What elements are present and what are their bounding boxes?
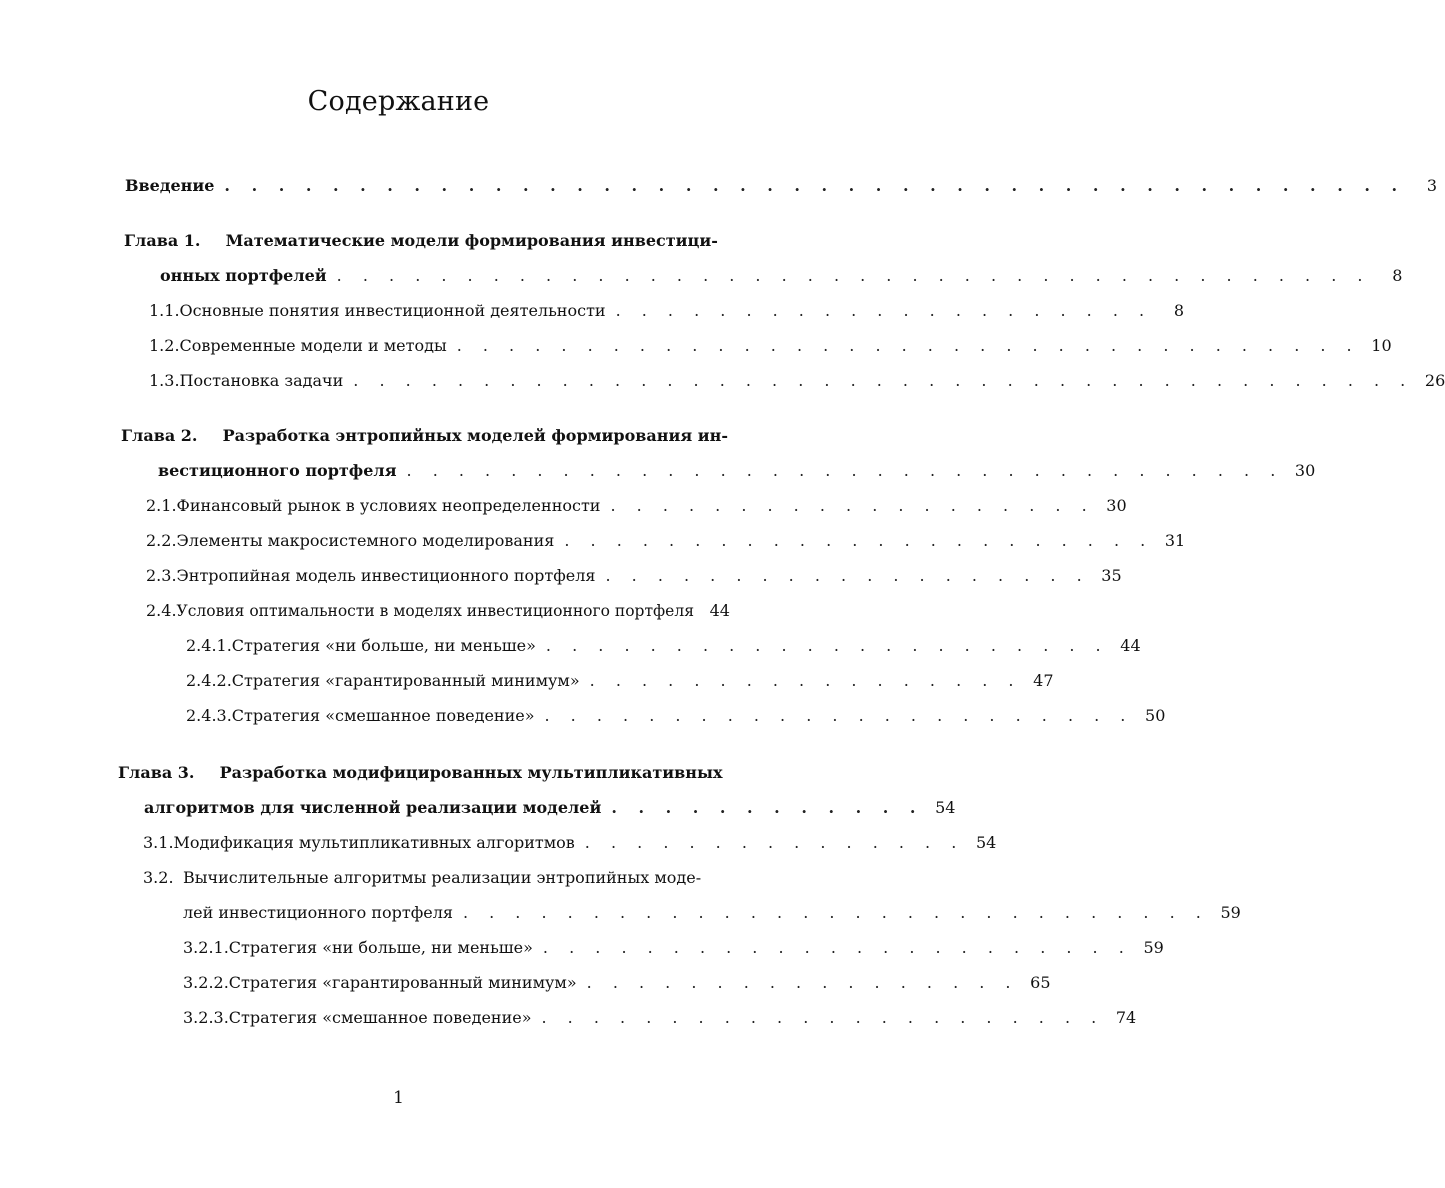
toc-page-number: 35: [1101, 566, 1122, 585]
toc-section-2-4[interactable]: [146, 601, 729, 627]
section-title: Постановка задачи: [179, 371, 344, 390]
page-title: Содержание: [307, 86, 490, 117]
subsection-title: Стратегия «ни больше, ни меньше»: [228, 938, 533, 957]
section-number: 2.3.: [146, 566, 177, 585]
toc-page-number: 31: [1164, 531, 1186, 550]
toc-chapter-2-tail[interactable]: [158, 461, 1316, 487]
toc-section-1-1[interactable]: [149, 301, 1185, 327]
toc-section-2-3[interactable]: [146, 566, 1122, 592]
dot-leader: . . . . . . . . . . . . . . . . . . . . . . . . . . . . . . . . . . . . . . . . . . . .: [224, 176, 1406, 195]
toc-section-3-1[interactable]: [143, 833, 997, 859]
subsection-number: 2.4.2.: [186, 671, 232, 690]
toc-chapter-1-tail[interactable]: [160, 266, 1403, 292]
toc-page-number: 74: [1115, 1008, 1137, 1027]
dot-leader: . . . . . . . . . . . . . . . . . . .: [605, 566, 1090, 585]
subsection-number: 2.4.3.: [186, 706, 232, 725]
section-title-line1: Вычислительные алгоритмы реализации энтропийных моде-: [183, 868, 702, 887]
toc-page-number: 44: [709, 601, 730, 620]
subsection-title: Стратегия «смешанное поведение»: [231, 706, 535, 725]
toc-page-number: 50: [1145, 706, 1166, 725]
dot-leader: . . . . . . . . . . . . . . . . . . . . . . .: [542, 938, 1132, 957]
toc-page-number: 3: [1426, 176, 1438, 195]
subsection-title: Стратегия «гарантированный минимум»: [231, 671, 580, 690]
toc-subsection-3-2-3[interactable]: [183, 1008, 1137, 1034]
section-number: 3.1.: [143, 833, 174, 852]
toc-page-number: 30: [1106, 496, 1127, 515]
toc-page-number: 59: [1143, 938, 1164, 957]
chapter-label: Глава 3.: [118, 763, 195, 782]
section-number: 1.2.: [149, 336, 180, 355]
section-number: 2.4.: [146, 601, 177, 620]
toc-chapter-3-tail[interactable]: [144, 798, 956, 824]
chapter-title-line1: Математические модели формирования инвестици-: [225, 231, 718, 250]
toc-page-number: 8: [1392, 266, 1403, 285]
section-title: Энтропийная модель инвестиционного портфеля: [176, 566, 596, 585]
toc-subsection-2-4-1[interactable]: [186, 636, 1141, 662]
section-number: 3.2.: [143, 868, 174, 887]
chapter-label: Глава 2.: [121, 426, 198, 445]
dot-leader: . . . . . . . . . . . . . . . . .: [586, 973, 1019, 992]
dot-leader: . . . . . . . . . . . . . . . . . . . . . . . . . . . . . . . . . . . . . . . .: [336, 266, 1371, 285]
chapter-title-line2: онных портфелей: [160, 266, 327, 285]
section-number: 1.3.: [149, 371, 180, 390]
dot-leader: . . . . . . . . . . . . . . . . . . . . . . . . . . . . . . . . . . . . . . . . .: [353, 371, 1414, 390]
toc-subsection-2-4-2[interactable]: [186, 671, 1054, 697]
toc-subsection-3-2-2[interactable]: [183, 973, 1051, 999]
section-title: Основные понятия инвестиционной деятельности: [179, 301, 606, 320]
toc-chapter-2-heading[interactable]: [121, 426, 728, 452]
toc-subsection-3-2-1[interactable]: [183, 938, 1164, 964]
toc-page-number: 44: [1120, 636, 1141, 655]
toc-section-1-2[interactable]: [149, 336, 1392, 362]
section-number: 1.1.: [149, 301, 180, 320]
dot-leader: . . . . . . . . . . . . . . . . . . . . . . .: [564, 531, 1154, 550]
dot-leader: . . . . . . . . . . . . . . . . . . . . . .: [545, 636, 1109, 655]
toc-section-2-1[interactable]: [146, 496, 1127, 522]
toc-page-number: 65: [1030, 973, 1051, 992]
toc-page-number: 10: [1371, 336, 1392, 355]
section-title: Современные модели и методы: [179, 336, 447, 355]
subsection-title: Стратегия «гарантированный минимум»: [228, 973, 577, 992]
dot-leader: . . . . . . . . . . . . . . . . . . .: [610, 496, 1095, 515]
toc-page-number: 54: [975, 833, 997, 852]
toc-chapter-3-heading[interactable]: [118, 763, 723, 789]
subsection-number: 3.2.2.: [183, 973, 229, 992]
toc-section-3-2-line1[interactable]: [143, 868, 701, 894]
dot-leader: . . . . . . . . . . . . . . . . . . . . . . . . . . . . .: [462, 903, 1209, 922]
toc-page-number: 8: [1173, 301, 1185, 320]
dot-leader: . . . . . . . . . . . . . . . . . . . . . . . . . . . . . . . . . .: [406, 461, 1284, 480]
chapter-label: Глава 1.: [124, 231, 201, 250]
toc-subsection-2-4-3[interactable]: [186, 706, 1166, 732]
dot-leader: . . . . . . . . . . . . . . . . . . . . . . . . . . . . . . . . . . .: [456, 336, 1360, 355]
chapter-title-line1: Разработка модифицированных мультипликативных: [219, 763, 723, 782]
dot-leader: . . . . . . . . . . . . . . . . . . . . .: [615, 301, 1153, 320]
toc-page-number: 54: [935, 798, 956, 817]
section-title-line2: лей инвестиционного портфеля: [183, 903, 453, 922]
section-number: 2.2.: [146, 531, 177, 550]
section-number: 2.1.: [146, 496, 177, 515]
subsection-title: Стратегия «смешанное поведение»: [228, 1008, 532, 1027]
toc-page-number: 26: [1424, 371, 1445, 390]
section-title: Модификация мультипликативных алгоритмов: [173, 833, 575, 852]
toc-page-number: 30: [1294, 461, 1316, 480]
toc-section-2-2[interactable]: [146, 531, 1186, 557]
chapter-title-line1: Разработка энтропийных моделей формирования ин-: [222, 426, 728, 445]
subsection-number: 3.2.1.: [183, 938, 229, 957]
subsection-number: 3.2.3.: [183, 1008, 229, 1027]
toc-chapter-1-heading[interactable]: [124, 231, 718, 257]
section-title: Элементы макросистемного моделирования: [176, 531, 555, 550]
dot-leader: . . . . . . . . . . . . . . . . . . . . . . .: [544, 706, 1134, 725]
dot-leader: . . . . . . . . . . . . . . . . .: [589, 671, 1022, 690]
dot-leader: . . . . . . . . . . . . . . .: [584, 833, 965, 852]
section-title: Финансовый рынок в условиях неопределенности: [176, 496, 601, 515]
dot-leader: . . . . . . . . . . . .: [611, 798, 924, 817]
section-title: Условия оптимальности в моделях инвестиционного портфеля: [176, 602, 694, 620]
chapter-title-line2: алгоритмов для численной реализации моделей: [144, 798, 602, 817]
toc-section-1-3[interactable]: [149, 371, 1445, 397]
toc-section-3-2-line2[interactable]: [183, 903, 1241, 929]
dot-leader: . . . . . . . . . . . . . . . . . . . . . .: [541, 1008, 1105, 1027]
page-number: 1: [393, 1088, 404, 1108]
subsection-number: 2.4.1.: [186, 636, 232, 655]
toc-page-number: 59: [1220, 903, 1241, 922]
toc-entry-intro[interactable]: [125, 176, 1438, 202]
toc-entry-text: Введение: [125, 176, 215, 195]
toc-page-number: 47: [1033, 671, 1054, 690]
subsection-title: Стратегия «ни больше, ни меньше»: [231, 636, 536, 655]
chapter-title-line2: вестиционного портфеля: [158, 461, 397, 480]
